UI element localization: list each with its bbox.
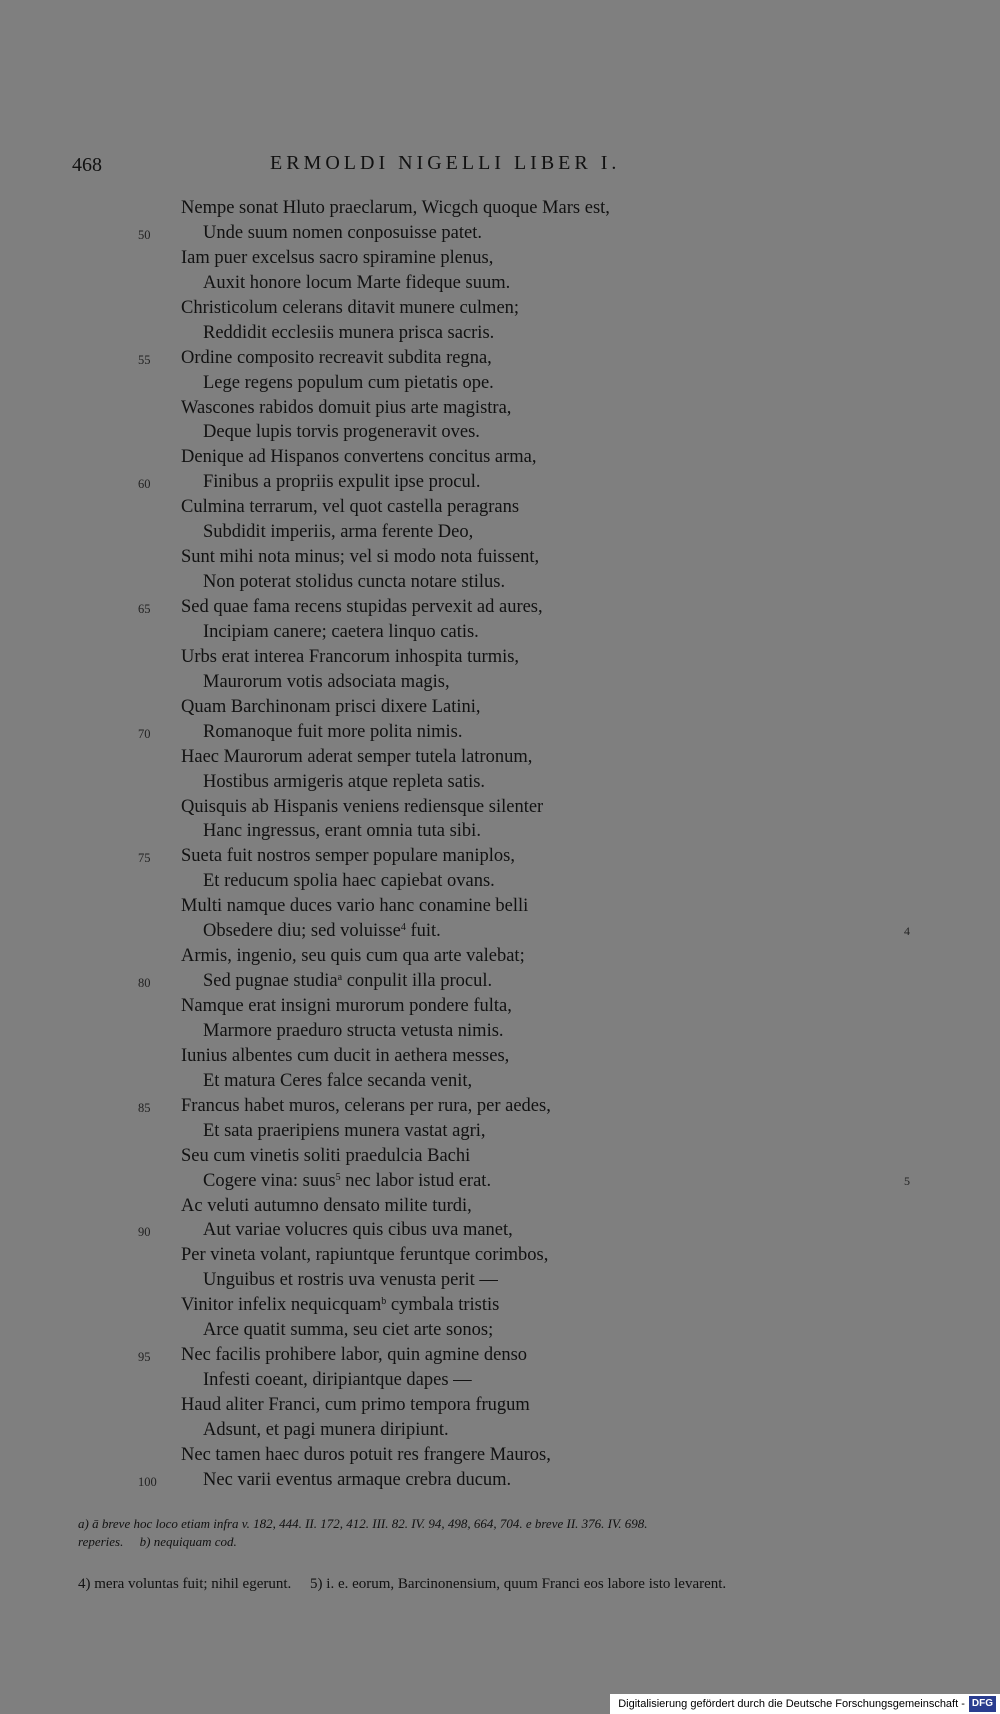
verse-text — [203, 720, 462, 745]
verse-line — [0, 645, 1000, 670]
verse-text — [181, 994, 512, 1019]
verse-text-main: Vinitor infelix nequicquam — [181, 1295, 382, 1316]
line-number: 85 — [138, 1100, 151, 1115]
verse-text — [203, 969, 492, 994]
verse-text — [181, 1293, 499, 1318]
verse-line — [0, 246, 1000, 271]
verse-line — [0, 420, 1000, 445]
verse-line — [0, 720, 1000, 745]
verse-line — [0, 1268, 1000, 1293]
digitization-credit-bar — [610, 1694, 1000, 1714]
verse-text — [181, 1343, 527, 1368]
verse-line — [0, 221, 1000, 246]
verse-text-rest: conpulit illa procul. — [342, 971, 493, 992]
verse-text — [203, 321, 494, 346]
verse-text-main: Haec Maurorum aderat semper tutela latronum, — [181, 746, 533, 767]
verse-line — [0, 844, 1000, 869]
verse-text-main: Reddidit ecclesiis munera prisca sacris. — [203, 322, 495, 343]
verse-line — [0, 1144, 1000, 1169]
verse-text — [181, 196, 610, 221]
verse-line — [0, 795, 1000, 820]
verse-text-main: Maurorum votis adsociata magis, — [203, 671, 450, 692]
footnote-marker: a — [337, 972, 343, 984]
verse-text-main: Sueta fuit nostros semper populare maniplos, — [181, 846, 515, 867]
verse-text — [203, 1169, 491, 1194]
verse-text-main: Et sata praeripiens munera vastat agri, — [203, 1120, 486, 1141]
verse-text — [181, 545, 539, 570]
verse-text — [203, 869, 495, 894]
verse-text-main: Incipiam canere; caetera linquo catis. — [203, 621, 479, 642]
footnotes: 4) mera voluntas fuit; nihil egerunt. 5) i. e. eorum, Barcinonensium, quum Franci eos labore isto levarent. — [78, 1576, 727, 1592]
verse-text-main: Deque lupis torvis progeneravit oves. — [203, 422, 480, 443]
verse-text-main: Arce quatit summa, seu ciet arte sonos; — [203, 1320, 494, 1341]
verse-text — [181, 595, 543, 620]
line-number: 50 — [138, 227, 151, 242]
verse-text-main: Hanc ingressus, erant omnia tuta sibi. — [203, 821, 481, 842]
verse-text-main: Ordine composito recreavit subdita regna, — [181, 347, 492, 368]
verse-text-main: Adsunt, et pagi munera diripiunt. — [203, 1419, 449, 1440]
verse-text — [203, 271, 510, 296]
verse-text — [181, 495, 519, 520]
verse-text-main: Denique ad Hispanos convertens concitus arma, — [181, 447, 537, 468]
verse-text-main: Lege regens populum cum pietatis ope. — [203, 372, 494, 393]
verse-text-main: Cogere vina: suus — [203, 1170, 336, 1191]
verse-text — [181, 795, 543, 820]
verse-text-main: Sed quae fama recens stupidas pervexit ad aures, — [181, 597, 543, 617]
verse-line — [0, 545, 1000, 570]
verse-text — [203, 420, 480, 445]
verse-text-main: Unde suum nomen conposuisse patet. — [203, 222, 482, 243]
verse-text-main: Per vineta volant, rapiuntque feruntque corimbos, — [181, 1245, 549, 1266]
verse-line — [0, 1194, 1000, 1219]
verse-text — [181, 844, 515, 869]
verse-text-main: Non poterat stolidus cuncta notare stilus. — [203, 572, 506, 593]
running-head: ERMOLDI NIGELLI LIBER I. — [270, 152, 621, 174]
verse-text-main: Obsedere diu; sed voluisse — [203, 921, 401, 942]
verse-text — [181, 1044, 509, 1069]
verse-text-main: Et reducum spolia haec capiebat ovans. — [203, 871, 495, 892]
dfg-logo: DFG — [969, 1696, 996, 1712]
verse-text-main: Romanoque fuit more polita nimis. — [203, 721, 463, 742]
line-number: 80 — [138, 976, 151, 991]
verse-text-main: Nec varii eventus armaque crebra ducum. — [203, 1469, 512, 1490]
verse-text — [181, 1094, 551, 1119]
verse-text — [203, 1019, 504, 1044]
verse-text-main: Nempe sonat Hluto praeclarum, Wicgch quoque Mars est, — [181, 198, 610, 218]
verse-line — [0, 396, 1000, 421]
verse-line — [0, 1393, 1000, 1418]
verse-text — [203, 1218, 513, 1243]
verse-line — [0, 919, 1000, 944]
verse-line — [0, 470, 1000, 495]
verse-block — [0, 196, 1000, 1493]
verse-line — [0, 1044, 1000, 1069]
credit-text: Digitalisierung gefördert durch die Deutsche Forschungsgemeinschaft - — [618, 1698, 965, 1710]
verse-text — [181, 695, 481, 720]
verse-text-rest: fuit. — [405, 921, 441, 942]
verse-line — [0, 271, 1000, 296]
verse-text — [203, 770, 485, 795]
line-number: 55 — [138, 352, 151, 367]
verse-text-main: Unguibus et rostris uva venusta perit — — [203, 1270, 498, 1291]
verse-text — [203, 670, 450, 695]
verse-line — [0, 1293, 1000, 1318]
verse-text-main: Multi namque duces vario hanc conamine belli — [181, 896, 529, 917]
verse-line — [0, 321, 1000, 346]
page-number: 468 — [72, 154, 102, 176]
verse-text-main: Marmore praeduro structa vetusta nimis. — [203, 1020, 504, 1041]
verse-line — [0, 994, 1000, 1019]
verse-line — [0, 520, 1000, 545]
verse-text — [203, 1468, 511, 1493]
verse-text — [181, 745, 532, 770]
verse-text-main: Sed pugnae studia — [203, 971, 338, 992]
verse-text — [181, 396, 511, 421]
verse-line — [0, 346, 1000, 371]
line-number: 70 — [138, 726, 151, 741]
verse-text-main: Nec facilis prohibere labor, quin agmine denso — [181, 1345, 528, 1366]
apparatus-line: a) ā breve hoc loco etiam infra v. 182, 444. II. 172, 412. III. 82. IV. 94, 498, 664, 704. e breve II. 376. IV. 698. — [78, 1516, 648, 1531]
verse-text — [181, 1443, 551, 1468]
line-number: 95 — [138, 1350, 151, 1365]
verse-line — [0, 745, 1000, 770]
verse-line — [0, 1169, 1000, 1194]
verse-text-main: Francus habet muros, celerans per rura, per aedes, — [181, 1095, 551, 1116]
verse-line — [0, 1218, 1000, 1243]
verse-text — [181, 944, 525, 969]
margin-note-marker: 4 — [904, 924, 910, 939]
verse-line — [0, 695, 1000, 720]
verse-line — [0, 1243, 1000, 1268]
verse-line — [0, 869, 1000, 894]
verse-text — [181, 346, 492, 371]
verse-text — [203, 470, 480, 495]
footnote-marker: b — [381, 1296, 387, 1308]
verse-text-main: Urbs erat interea Francorum inhospita turmis, — [181, 646, 520, 667]
verse-text-main: Iam puer excelsus sacro spiramine plenus, — [181, 247, 494, 268]
verse-line — [0, 894, 1000, 919]
verse-line — [0, 1318, 1000, 1343]
verse-line — [0, 944, 1000, 969]
verse-line — [0, 969, 1000, 994]
verse-line — [0, 1368, 1000, 1393]
verse-line — [0, 1343, 1000, 1368]
verse-text — [181, 296, 519, 321]
verse-text — [203, 620, 479, 645]
verse-text — [203, 819, 481, 844]
verse-line — [0, 620, 1000, 645]
verse-text — [203, 221, 482, 246]
verse-line — [0, 819, 1000, 844]
verse-text — [203, 371, 494, 396]
verse-text — [203, 1368, 472, 1393]
verse-text-rest: nec labor istud erat. — [340, 1170, 492, 1191]
verse-text-main: Quam Barchinonam prisci dixere Latini, — [181, 696, 481, 717]
verse-text — [181, 445, 537, 470]
verse-text — [181, 1144, 470, 1169]
verse-line — [0, 1443, 1000, 1468]
verse-line — [0, 1418, 1000, 1443]
verse-line — [0, 670, 1000, 695]
apparatus-line: reperies. b) nequiquam cod. — [78, 1534, 237, 1549]
line-number: 100 — [138, 1474, 157, 1489]
verse-text-rest: cymbala tristis — [386, 1295, 500, 1316]
verse-text-main: Seu cum vinetis soliti praedulcia Bachi — [181, 1145, 471, 1166]
verse-text-main: Christicolum celerans ditavit munere culmen; — [181, 297, 520, 318]
verse-text-main: Finibus a propriis expulit ipse procul. — [203, 472, 481, 493]
verse-line — [0, 1468, 1000, 1493]
verse-text-main: Infesti coeant, diripiantque dapes — — [203, 1370, 472, 1391]
verse-text-main: Hostibus armigeris atque repleta satis. — [203, 771, 486, 792]
verse-line — [0, 1069, 1000, 1094]
verse-text-main: Namque erat insigni murorum pondere fulta, — [181, 996, 512, 1016]
verse-text — [181, 246, 493, 271]
verse-line — [0, 770, 1000, 795]
verse-text-main: Armis, ingenio, seu quis cum qua arte valebat; — [181, 946, 525, 967]
verse-text — [181, 1243, 548, 1268]
line-number: 75 — [138, 851, 151, 866]
verse-line — [0, 595, 1000, 620]
verse-text — [203, 1418, 449, 1443]
verse-text-main: Nec tamen haec duros potuit res frangere Mauros, — [181, 1444, 551, 1465]
verse-text — [203, 520, 473, 545]
verse-text — [181, 894, 528, 919]
verse-line — [0, 1094, 1000, 1119]
verse-text-main: Ac veluti autumno densato milite turdi, — [181, 1195, 472, 1216]
verse-text — [203, 1119, 486, 1144]
verse-line — [0, 371, 1000, 396]
verse-line — [0, 296, 1000, 321]
verse-text — [203, 570, 505, 595]
verse-line — [0, 495, 1000, 520]
verse-text-main: Quisquis ab Hispanis veniens rediensque silenter — [181, 796, 544, 817]
line-number: 65 — [138, 602, 151, 616]
verse-text — [203, 1318, 493, 1343]
verse-text-main: Wascones rabidos domuit pius arte magistra, — [181, 397, 512, 418]
verse-line — [0, 570, 1000, 595]
verse-text — [181, 1393, 530, 1418]
verse-text — [203, 1069, 472, 1094]
verse-text-main: Et matura Ceres falce secanda venit, — [203, 1070, 473, 1091]
footnote-marker: 4 — [400, 922, 406, 934]
footnote-marker: 5 — [335, 1171, 341, 1183]
verse-text — [181, 645, 519, 670]
verse-text — [203, 919, 441, 944]
verse-line — [0, 445, 1000, 470]
verse-text-main: Haud aliter Franci, cum primo tempora frugum — [181, 1395, 530, 1415]
verse-line — [0, 1119, 1000, 1144]
margin-note-marker: 5 — [904, 1173, 910, 1188]
verse-text-main: Sunt mihi nota minus; vel si modo nota fuissent, — [181, 547, 540, 568]
critical-apparatus — [78, 1515, 900, 1551]
verse-text-main: Subdidit imperiis, arma ferente Deo, — [203, 522, 474, 543]
verse-line — [0, 196, 1000, 221]
verse-text-main: Iunius albentes cum ducit in aethera messes, — [181, 1045, 510, 1066]
verse-text — [181, 1194, 472, 1219]
verse-line — [0, 1019, 1000, 1044]
verse-text — [203, 1268, 498, 1293]
line-number: 90 — [138, 1225, 151, 1240]
verse-text-main: Culmina terrarum, vel quot castella peragrans — [181, 497, 520, 518]
verse-text-main: Auxit honore locum Marte fideque suum. — [203, 272, 511, 293]
verse-text-main: Aut variae volucres quis cibus uva manet, — [203, 1220, 513, 1241]
line-number: 60 — [138, 477, 151, 492]
